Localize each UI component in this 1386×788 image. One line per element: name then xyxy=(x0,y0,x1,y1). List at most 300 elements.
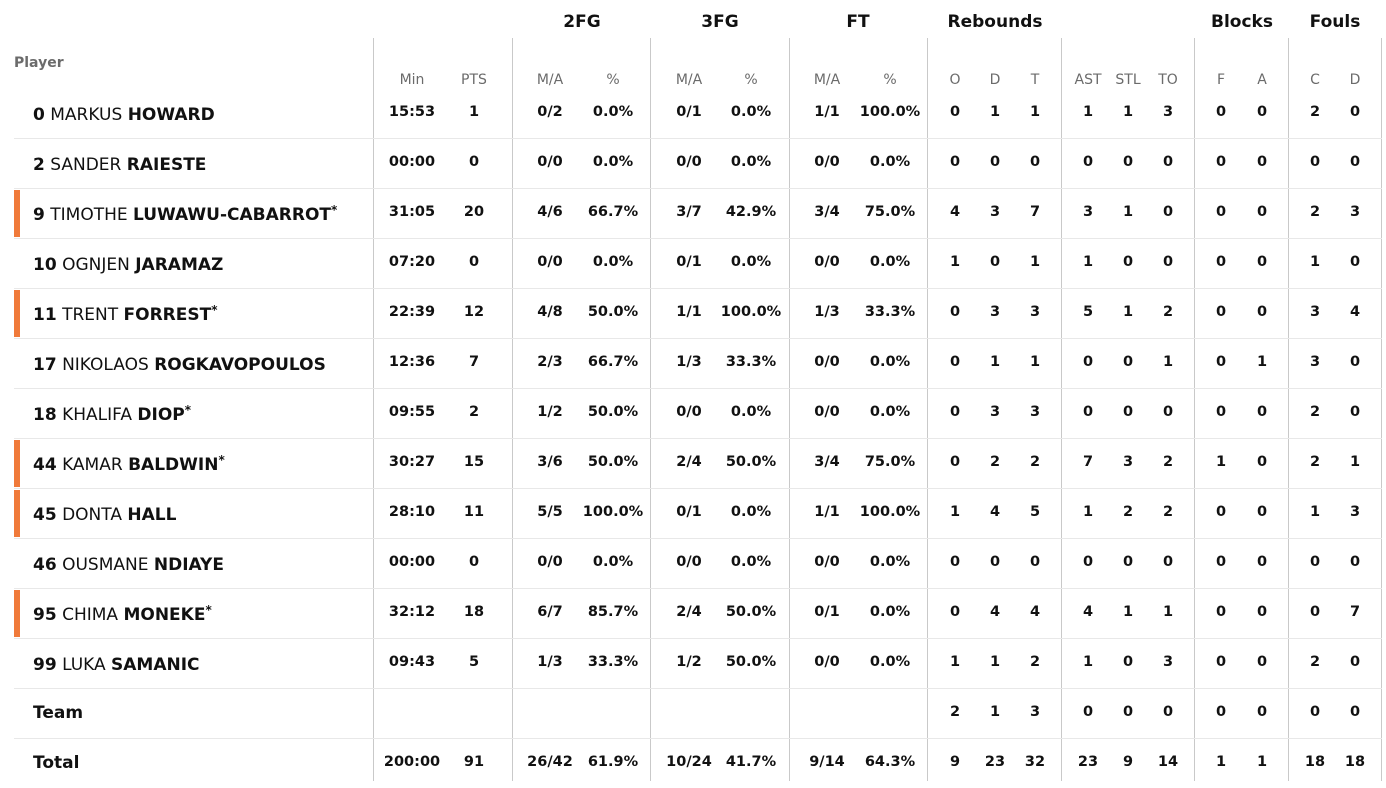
cell-ft-ma: 0/0 xyxy=(814,404,840,420)
player-last: HALL xyxy=(127,505,177,525)
table-row xyxy=(14,488,1382,539)
subheader-to: TO xyxy=(1158,72,1178,88)
cell-to: 0 xyxy=(1162,254,1174,270)
table-row xyxy=(14,88,1382,139)
cell-to: 3 xyxy=(1162,104,1174,120)
cell-fg2-pct: 0.0% xyxy=(592,104,634,120)
starter-indicator xyxy=(14,290,20,337)
player-star: * xyxy=(218,453,225,467)
cell-reb-o: 9 xyxy=(949,754,961,770)
cell-foul-d: 0 xyxy=(1349,154,1361,170)
cell-to: 0 xyxy=(1162,554,1174,570)
cell-pts: 91 xyxy=(463,754,485,770)
cell-reb-t: 0 xyxy=(1029,554,1041,570)
cell-ft-pct: 0.0% xyxy=(869,404,911,420)
subheader-ast: AST xyxy=(1074,72,1102,88)
cell-pts: 2 xyxy=(468,404,480,420)
cell-reb-t: 2 xyxy=(1029,654,1041,670)
cell-to: 0 xyxy=(1162,154,1174,170)
cell-min: 30:27 xyxy=(388,454,436,470)
cell-foul-d: 7 xyxy=(1349,604,1361,620)
subheader-foul-c: C xyxy=(1310,72,1320,88)
subheader-foul-d: D xyxy=(1349,72,1361,88)
cell-min: 00:00 xyxy=(388,554,436,570)
cell-reb-t: 3 xyxy=(1029,704,1041,720)
cell-reb-d: 3 xyxy=(989,304,1001,320)
cell-blk-f: 0 xyxy=(1215,704,1227,720)
cell-fg3-pct: 0.0% xyxy=(730,504,772,520)
player-first: NIKOLAOS xyxy=(62,355,149,375)
player-last: JARAMAZ xyxy=(135,255,224,275)
cell-stl: 3 xyxy=(1122,454,1134,470)
cell-blk-f: 0 xyxy=(1215,504,1227,520)
cell-ft-pct: 0.0% xyxy=(869,154,911,170)
cell-ft-ma: 0/0 xyxy=(814,354,840,370)
cell-reb-d: 1 xyxy=(989,654,1001,670)
cell-foul-d: 0 xyxy=(1349,104,1361,120)
cell-min: 12:36 xyxy=(388,354,436,370)
cell-stl: 1 xyxy=(1122,104,1134,120)
cell-reb-t: 3 xyxy=(1029,304,1041,320)
cell-ft-ma: 1/1 xyxy=(814,504,840,520)
cell-ast: 0 xyxy=(1082,404,1094,420)
player-name[interactable] xyxy=(33,353,326,375)
player-star: * xyxy=(331,203,338,217)
cell-foul-c: 2 xyxy=(1309,454,1321,470)
player-star: * xyxy=(211,303,218,317)
cell-fg2-pct: 50.0% xyxy=(587,454,639,470)
cell-pts: 0 xyxy=(468,254,480,270)
cell-fg2-ma: 0/0 xyxy=(537,154,563,170)
cell-ast: 5 xyxy=(1082,304,1094,320)
cell-to: 0 xyxy=(1162,404,1174,420)
cell-pts: 18 xyxy=(463,604,485,620)
cell-fg2-ma: 0/0 xyxy=(537,254,563,270)
cell-blk-f: 0 xyxy=(1215,304,1227,320)
cell-blk-f: 1 xyxy=(1215,754,1227,770)
player-number: 11 xyxy=(33,305,57,325)
table-row xyxy=(14,638,1382,689)
cell-pts: 12 xyxy=(463,304,485,320)
cell-ft-pct: 100.0% xyxy=(859,504,921,520)
cell-min: 00:00 xyxy=(388,154,436,170)
subheader-stl: STL xyxy=(1115,72,1141,88)
table-row xyxy=(14,288,1382,339)
cell-ft-ma: 0/1 xyxy=(814,604,840,620)
cell-reb-d: 4 xyxy=(989,604,1001,620)
cell-blk-a: 0 xyxy=(1256,254,1268,270)
cell-ft-ma: 9/14 xyxy=(809,754,845,770)
cell-fg3-pct: 42.9% xyxy=(725,204,777,220)
cell-blk-a: 0 xyxy=(1256,104,1268,120)
cell-foul-c: 3 xyxy=(1309,354,1321,370)
cell-ft-pct: 64.3% xyxy=(864,754,916,770)
subheader-ft-ma: M/A xyxy=(813,72,841,88)
cell-to: 0 xyxy=(1162,704,1174,720)
cell-fg3-pct: 50.0% xyxy=(725,604,777,620)
cell-reb-d: 1 xyxy=(989,704,1001,720)
cell-foul-d: 4 xyxy=(1349,304,1361,320)
cell-foul-d: 0 xyxy=(1349,404,1361,420)
cell-stl: 0 xyxy=(1122,654,1134,670)
player-column-header: Player xyxy=(14,55,64,71)
cell-min: 09:55 xyxy=(388,404,436,420)
player-last: HOWARD xyxy=(127,105,215,125)
player-name[interactable] xyxy=(33,453,225,475)
cell-fg2-pct: 0.0% xyxy=(592,554,634,570)
table-row xyxy=(14,238,1382,289)
cell-fg2-pct: 66.7% xyxy=(587,354,639,370)
cell-fg3-ma: 0/0 xyxy=(676,404,702,420)
cell-blk-a: 1 xyxy=(1256,354,1268,370)
subheader-reb-d: D xyxy=(989,72,1001,88)
cell-to: 2 xyxy=(1162,504,1174,520)
cell-foul-c: 2 xyxy=(1309,104,1321,120)
cell-foul-d: 1 xyxy=(1349,454,1361,470)
cell-reb-o: 0 xyxy=(949,454,961,470)
subheader-fg2-ma: M/A xyxy=(536,72,564,88)
cell-to: 2 xyxy=(1162,454,1174,470)
subheader-ft-pct: % xyxy=(883,72,897,88)
cell-stl: 0 xyxy=(1122,154,1134,170)
cell-blk-f: 0 xyxy=(1215,654,1227,670)
cell-ft-pct: 0.0% xyxy=(869,654,911,670)
cell-reb-o: 0 xyxy=(949,354,961,370)
player-number: 45 xyxy=(33,505,57,525)
cell-pts: 0 xyxy=(468,154,480,170)
cell-fg2-ma: 6/7 xyxy=(537,604,563,620)
cell-ft-pct: 0.0% xyxy=(869,254,911,270)
cell-fg2-ma: 0/0 xyxy=(537,554,563,570)
cell-fg2-ma: 1/2 xyxy=(537,404,563,420)
cell-stl: 1 xyxy=(1122,604,1134,620)
cell-min: 200:00 xyxy=(383,754,441,770)
cell-blk-f: 1 xyxy=(1215,454,1227,470)
cell-stl: 0 xyxy=(1122,254,1134,270)
cell-reb-t: 0 xyxy=(1029,154,1041,170)
cell-reb-o: 2 xyxy=(949,704,961,720)
cell-pts: 20 xyxy=(463,204,485,220)
team-row xyxy=(14,688,1382,739)
total-label: Total xyxy=(33,753,80,773)
cell-reb-t: 7 xyxy=(1029,204,1041,220)
cell-fg2-pct: 61.9% xyxy=(587,754,639,770)
cell-stl: 1 xyxy=(1122,304,1134,320)
group-header-rebounds: Rebounds xyxy=(947,12,1043,32)
cell-blk-a: 0 xyxy=(1256,504,1268,520)
player-number: 10 xyxy=(33,255,57,275)
player-first: SANDER xyxy=(50,155,122,175)
player-last: LUWAWU-CABARROT xyxy=(133,205,332,225)
cell-reb-t: 5 xyxy=(1029,504,1041,520)
player-first: OGNJEN xyxy=(62,255,130,275)
cell-fg3-pct: 0.0% xyxy=(730,404,772,420)
cell-fg2-pct: 100.0% xyxy=(582,504,644,520)
cell-reb-d: 1 xyxy=(989,104,1001,120)
cell-foul-d: 0 xyxy=(1349,554,1361,570)
table-row xyxy=(14,188,1382,239)
player-first: MARKUS xyxy=(50,105,123,125)
cell-min: 22:39 xyxy=(388,304,436,320)
starter-indicator xyxy=(14,590,20,637)
cell-reb-o: 0 xyxy=(949,104,961,120)
cell-reb-t: 2 xyxy=(1029,454,1041,470)
cell-stl: 0 xyxy=(1122,354,1134,370)
cell-ft-pct: 100.0% xyxy=(859,104,921,120)
player-first: DONTA xyxy=(62,505,122,525)
cell-ast: 23 xyxy=(1077,754,1099,770)
cell-stl: 0 xyxy=(1122,404,1134,420)
cell-fg3-ma: 3/7 xyxy=(676,204,702,220)
player-name[interactable] xyxy=(33,303,218,325)
cell-reb-d: 1 xyxy=(989,354,1001,370)
player-number: 44 xyxy=(33,455,57,475)
cell-stl: 1 xyxy=(1122,204,1134,220)
cell-reb-o: 0 xyxy=(949,554,961,570)
player-name[interactable] xyxy=(33,603,212,625)
cell-pts: 1 xyxy=(468,104,480,120)
cell-stl: 0 xyxy=(1122,704,1134,720)
cell-fg3-pct: 0.0% xyxy=(730,554,772,570)
cell-fg3-pct: 0.0% xyxy=(730,104,772,120)
cell-reb-t: 4 xyxy=(1029,604,1041,620)
cell-fg2-pct: 33.3% xyxy=(587,654,639,670)
group-header-fouls: Fouls xyxy=(1309,12,1361,32)
cell-stl: 0 xyxy=(1122,554,1134,570)
cell-pts: 7 xyxy=(468,354,480,370)
cell-ast: 0 xyxy=(1082,154,1094,170)
cell-fg2-ma: 2/3 xyxy=(537,354,563,370)
player-first: OUSMANE xyxy=(62,555,149,575)
player-number: 2 xyxy=(33,155,45,175)
cell-foul-d: 3 xyxy=(1349,504,1361,520)
cell-ft-pct: 75.0% xyxy=(864,204,916,220)
player-number: 46 xyxy=(33,555,57,575)
table-row xyxy=(14,588,1382,639)
cell-reb-t: 1 xyxy=(1029,254,1041,270)
cell-min: 28:10 xyxy=(388,504,436,520)
cell-fg2-ma: 1/3 xyxy=(537,654,563,670)
cell-fg3-pct: 50.0% xyxy=(725,454,777,470)
cell-foul-c: 1 xyxy=(1309,504,1321,520)
cell-blk-f: 0 xyxy=(1215,254,1227,270)
group-header-3fg: 3FG xyxy=(701,12,739,32)
cell-ast: 1 xyxy=(1082,504,1094,520)
cell-fg2-ma: 3/6 xyxy=(537,454,563,470)
cell-ft-ma: 1/3 xyxy=(814,304,840,320)
player-star: * xyxy=(205,603,212,617)
player-last: DIOP xyxy=(137,405,185,425)
cell-fg2-ma: 0/2 xyxy=(537,104,563,120)
cell-stl: 2 xyxy=(1122,504,1134,520)
cell-reb-o: 4 xyxy=(949,204,961,220)
cell-foul-d: 0 xyxy=(1349,354,1361,370)
player-number: 0 xyxy=(33,105,45,125)
cell-pts: 0 xyxy=(468,554,480,570)
player-last: NDIAYE xyxy=(153,555,224,575)
cell-to: 2 xyxy=(1162,304,1174,320)
cell-fg3-ma: 1/3 xyxy=(676,354,702,370)
player-name[interactable] xyxy=(33,103,215,125)
subheader-min: Min xyxy=(399,72,425,88)
cell-fg3-ma: 2/4 xyxy=(676,454,702,470)
cell-ast: 1 xyxy=(1082,254,1094,270)
table-row xyxy=(14,388,1382,439)
cell-foul-c: 0 xyxy=(1309,554,1321,570)
subheader-fg3-ma: M/A xyxy=(675,72,703,88)
cell-ft-ma: 0/0 xyxy=(814,154,840,170)
cell-reb-o: 1 xyxy=(949,254,961,270)
cell-reb-d: 23 xyxy=(984,754,1006,770)
cell-foul-d: 18 xyxy=(1344,754,1366,770)
cell-foul-c: 18 xyxy=(1304,754,1326,770)
cell-min: 07:20 xyxy=(388,254,436,270)
cell-ft-ma: 3/4 xyxy=(814,454,840,470)
player-name[interactable] xyxy=(33,503,176,525)
cell-ft-pct: 0.0% xyxy=(869,554,911,570)
cell-reb-t: 3 xyxy=(1029,404,1041,420)
subheader-fg2-pct: % xyxy=(606,72,620,88)
cell-foul-c: 1 xyxy=(1309,254,1321,270)
cell-blk-f: 0 xyxy=(1215,404,1227,420)
cell-pts: 5 xyxy=(468,654,480,670)
cell-reb-t: 1 xyxy=(1029,354,1041,370)
cell-ft-pct: 0.0% xyxy=(869,354,911,370)
player-number: 95 xyxy=(33,605,57,625)
cell-foul-d: 0 xyxy=(1349,704,1361,720)
cell-blk-a: 0 xyxy=(1256,604,1268,620)
starter-indicator xyxy=(14,190,20,237)
cell-blk-f: 0 xyxy=(1215,354,1227,370)
cell-fg2-pct: 0.0% xyxy=(592,154,634,170)
cell-blk-a: 0 xyxy=(1256,454,1268,470)
cell-foul-c: 0 xyxy=(1309,604,1321,620)
cell-reb-d: 0 xyxy=(989,254,1001,270)
player-name[interactable] xyxy=(33,403,191,425)
cell-to: 1 xyxy=(1162,354,1174,370)
cell-fg3-ma: 2/4 xyxy=(676,604,702,620)
cell-ft-ma: 3/4 xyxy=(814,204,840,220)
group-header-blocks: Blocks xyxy=(1211,12,1273,32)
player-number: 18 xyxy=(33,405,57,425)
cell-fg3-pct: 33.3% xyxy=(725,354,777,370)
cell-reb-d: 3 xyxy=(989,404,1001,420)
cell-blk-a: 0 xyxy=(1256,204,1268,220)
cell-fg2-pct: 50.0% xyxy=(587,304,639,320)
cell-fg2-pct: 0.0% xyxy=(592,254,634,270)
cell-fg3-pct: 100.0% xyxy=(720,304,782,320)
player-name[interactable] xyxy=(33,553,224,575)
cell-reb-d: 4 xyxy=(989,504,1001,520)
cell-ft-pct: 0.0% xyxy=(869,604,911,620)
table-row xyxy=(14,138,1382,189)
subheader-blk-a: A xyxy=(1257,72,1267,88)
player-last: BALDWIN xyxy=(128,455,219,475)
cell-foul-c: 2 xyxy=(1309,204,1321,220)
cell-ast: 4 xyxy=(1082,604,1094,620)
cell-fg3-ma: 0/1 xyxy=(676,504,702,520)
cell-fg3-ma: 10/24 xyxy=(666,754,712,770)
cell-fg3-pct: 41.7% xyxy=(725,754,777,770)
cell-to: 1 xyxy=(1162,604,1174,620)
cell-fg3-ma: 0/1 xyxy=(676,254,702,270)
group-header-2fg: 2FG xyxy=(563,12,601,32)
team-label: Team xyxy=(33,703,84,723)
cell-ast: 1 xyxy=(1082,654,1094,670)
player-first: CHIMA xyxy=(62,605,119,625)
table-row xyxy=(14,538,1382,589)
cell-ast: 0 xyxy=(1082,704,1094,720)
cell-blk-a: 0 xyxy=(1256,404,1268,420)
cell-foul-d: 0 xyxy=(1349,654,1361,670)
player-number: 99 xyxy=(33,655,57,675)
cell-ft-ma: 0/0 xyxy=(814,554,840,570)
subheader-pts: PTS xyxy=(461,72,487,88)
cell-fg2-pct: 85.7% xyxy=(587,604,639,620)
cell-fg3-pct: 0.0% xyxy=(730,154,772,170)
cell-fg2-pct: 50.0% xyxy=(587,404,639,420)
cell-blk-f: 0 xyxy=(1215,204,1227,220)
subheader-reb-t: T xyxy=(1030,72,1040,88)
cell-blk-f: 0 xyxy=(1215,604,1227,620)
cell-foul-c: 0 xyxy=(1309,154,1321,170)
cell-blk-a: 0 xyxy=(1256,554,1268,570)
cell-reb-o: 0 xyxy=(949,304,961,320)
player-name[interactable] xyxy=(33,153,206,175)
cell-blk-f: 0 xyxy=(1215,154,1227,170)
cell-ast: 0 xyxy=(1082,354,1094,370)
cell-min: 32:12 xyxy=(388,604,436,620)
cell-fg3-pct: 50.0% xyxy=(725,654,777,670)
cell-foul-c: 0 xyxy=(1309,704,1321,720)
player-star: * xyxy=(184,403,192,417)
cell-reb-t: 1 xyxy=(1029,104,1041,120)
cell-to: 14 xyxy=(1157,754,1179,770)
cell-reb-d: 0 xyxy=(989,554,1001,570)
player-first: TRENT xyxy=(62,305,119,325)
cell-fg3-ma: 1/1 xyxy=(676,304,702,320)
subheader-fg3-pct: % xyxy=(744,72,758,88)
cell-foul-d: 0 xyxy=(1349,254,1361,270)
cell-blk-a: 1 xyxy=(1256,754,1268,770)
cell-reb-o: 0 xyxy=(949,604,961,620)
cell-fg2-pct: 66.7% xyxy=(587,204,639,220)
cell-reb-o: 1 xyxy=(949,654,961,670)
player-last: ROGKAVOPOULOS xyxy=(154,355,326,375)
cell-foul-d: 3 xyxy=(1349,204,1361,220)
player-name[interactable] xyxy=(33,253,223,275)
cell-ft-ma: 0/0 xyxy=(814,254,840,270)
player-name[interactable] xyxy=(33,653,200,675)
cell-pts: 11 xyxy=(463,504,485,520)
player-last: MONEKE xyxy=(123,605,206,625)
cell-to: 0 xyxy=(1162,204,1174,220)
player-first: KHALIFA xyxy=(62,405,132,425)
cell-blk-a: 0 xyxy=(1256,654,1268,670)
player-name[interactable] xyxy=(33,203,337,225)
cell-min: 15:53 xyxy=(388,104,436,120)
cell-fg3-ma: 0/0 xyxy=(676,554,702,570)
cell-fg3-ma: 0/0 xyxy=(676,154,702,170)
cell-stl: 9 xyxy=(1122,754,1134,770)
cell-to: 3 xyxy=(1162,654,1174,670)
cell-reb-t: 32 xyxy=(1024,754,1046,770)
cell-ast: 3 xyxy=(1082,204,1094,220)
cell-fg3-ma: 1/2 xyxy=(676,654,702,670)
group-header-ft: FT xyxy=(846,12,870,32)
cell-reb-o: 0 xyxy=(949,154,961,170)
cell-fg2-ma: 4/6 xyxy=(537,204,563,220)
